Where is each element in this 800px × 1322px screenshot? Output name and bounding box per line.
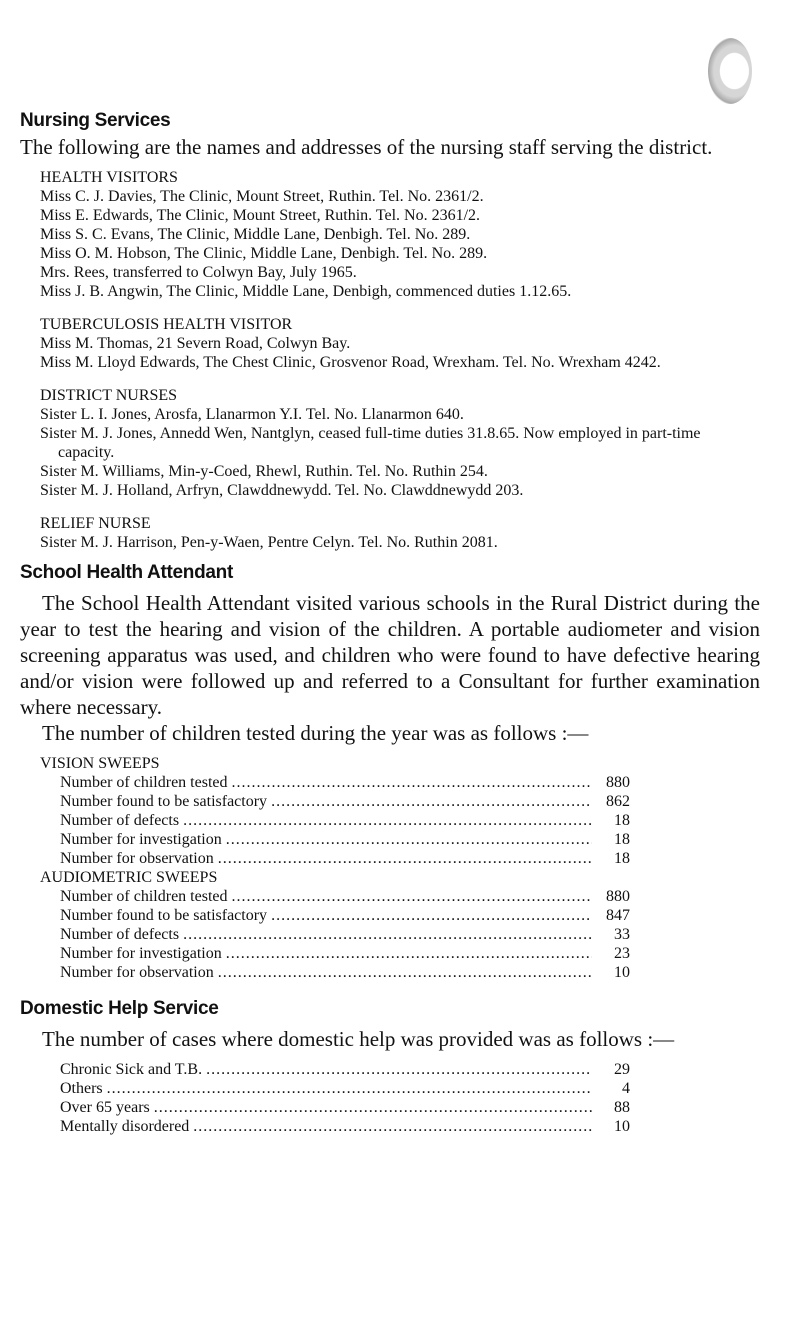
row-value: 29 bbox=[614, 1061, 630, 1078]
row-label: Number of defects bbox=[60, 926, 180, 943]
table-row bbox=[60, 1060, 630, 1079]
school-para-1: The School Health Attendant visited various schools in the Rural District during the year to test the hearing and vision of the children. A portable audiometer and vision screening apparatus was used, and children who were found to have defective hearing and/or vision were followed up and referred to a Consultant for further examination where necessary. bbox=[20, 591, 760, 719]
row-label: Mentally disordered bbox=[60, 1118, 190, 1135]
table-title: VISION SWEEPS bbox=[40, 755, 160, 772]
row-label: Number found to be satisfactory bbox=[60, 793, 268, 810]
school-para-2: The number of children tested during the year was as follows :— bbox=[42, 721, 589, 745]
row-label: Number for observation bbox=[60, 964, 214, 981]
table-row bbox=[60, 1098, 630, 1117]
table-row bbox=[60, 1079, 630, 1098]
row-value: 880 bbox=[606, 888, 630, 905]
row-label: Number found to be satisfactory bbox=[60, 907, 268, 924]
table-row bbox=[60, 963, 630, 982]
row-label: Number for investigation bbox=[60, 831, 222, 848]
nursing-heading: Nursing Services bbox=[20, 110, 171, 131]
row-value: 880 bbox=[606, 774, 630, 791]
group-title: HEALTH VISITORS bbox=[40, 169, 178, 186]
staff-entry: Sister M. J. Harrison, Pen-y-Waen, Pentre Celyn. Tel. No. Ruthin 2081. bbox=[40, 534, 498, 551]
staff-entry: Mrs. Rees, transferred to Colwyn Bay, July 1965. bbox=[40, 264, 357, 281]
domestic-heading: Domestic Help Service bbox=[20, 998, 219, 1019]
row-value: 862 bbox=[606, 793, 630, 810]
table-row bbox=[60, 830, 630, 849]
staff-entry: Miss M. Lloyd Edwards, The Chest Clinic, Grosvenor Road, Wrexham. Tel. No. Wrexham 4242. bbox=[40, 354, 661, 371]
group-district-nurses bbox=[40, 386, 760, 500]
row-value: 10 bbox=[614, 964, 630, 981]
staff-entry: Miss E. Edwards, The Clinic, Mount Street, Ruthin. Tel. No. 2361/2. bbox=[40, 207, 481, 224]
row-label: Others bbox=[60, 1080, 103, 1097]
document-page bbox=[20, 108, 760, 1136]
nursing-intro: The following are the names and addresses of the nursing staff serving the district. bbox=[20, 135, 713, 159]
school-heading: School Health Attendant bbox=[20, 562, 234, 583]
row-label: Number for investigation bbox=[60, 945, 222, 962]
staff-entry: Sister M. Williams, Min-y-Coed, Rhewl, Ruthin. Tel. No. Ruthin 254. bbox=[40, 463, 488, 480]
row-value: 18 bbox=[614, 831, 630, 848]
table-row bbox=[60, 1117, 630, 1136]
domestic-para: The number of cases where domestic help was provided was as follows :— bbox=[42, 1027, 675, 1051]
row-value: 4 bbox=[622, 1080, 630, 1097]
staff-entry: Miss O. M. Hobson, The Clinic, Middle Lane, Denbigh. Tel. No. 289. bbox=[40, 245, 488, 262]
table-row bbox=[60, 887, 630, 906]
page-corner-mark bbox=[708, 38, 752, 104]
table-row bbox=[60, 811, 630, 830]
row-value: 18 bbox=[614, 850, 630, 867]
row-label: Over 65 years bbox=[60, 1099, 150, 1116]
group-health-visitors bbox=[40, 168, 760, 301]
vision-sweeps-table bbox=[40, 754, 630, 868]
table-row bbox=[60, 849, 630, 868]
staff-entry: Miss M. Thomas, 21 Severn Road, Colwyn Bay. bbox=[40, 335, 351, 352]
row-value: 23 bbox=[614, 945, 630, 962]
staff-entry: Sister M. J. Jones, Annedd Wen, Nantglyn, ceased full-time duties 31.8.65. Now employed in part-time capacity. bbox=[40, 425, 701, 461]
table-row bbox=[60, 792, 630, 811]
audiometric-sweeps-table bbox=[40, 868, 630, 982]
table-row bbox=[60, 944, 630, 963]
table-row bbox=[60, 906, 630, 925]
staff-entry: Sister M. J. Holland, Arfryn, Clawddnewydd. Tel. No. Clawddnewydd 203. bbox=[40, 482, 524, 499]
row-value: 847 bbox=[606, 907, 630, 924]
staff-entry: Sister L. I. Jones, Arosfa, Llanarmon Y.I. Tel. No. Llanarmon 640. bbox=[40, 406, 464, 423]
group-title: DISTRICT NURSES bbox=[40, 387, 178, 404]
table-row bbox=[60, 773, 630, 792]
row-label: Number of children tested bbox=[60, 774, 228, 791]
group-tb-health-visitor bbox=[40, 315, 760, 372]
row-label: Number for observation bbox=[60, 850, 214, 867]
row-label: Number of children tested bbox=[60, 888, 228, 905]
group-relief-nurse bbox=[40, 514, 760, 552]
staff-entry: Miss C. J. Davies, The Clinic, Mount Street, Ruthin. Tel. No. 2361/2. bbox=[40, 188, 484, 205]
table-row bbox=[60, 925, 630, 944]
staff-entry: Miss J. B. Angwin, The Clinic, Middle Lane, Denbigh, commenced duties 1.12.65. bbox=[40, 283, 572, 300]
row-value: 18 bbox=[614, 812, 630, 829]
row-label: Number of defects bbox=[60, 812, 180, 829]
group-title: RELIEF NURSE bbox=[40, 515, 151, 532]
group-title: TUBERCULOSIS HEALTH VISITOR bbox=[40, 316, 293, 333]
row-label: Chronic Sick and T.B. bbox=[60, 1061, 203, 1078]
row-value: 33 bbox=[614, 926, 630, 943]
staff-entry: Miss S. C. Evans, The Clinic, Middle Lane, Denbigh. Tel. No. 289. bbox=[40, 226, 471, 243]
table-title: AUDIOMETRIC SWEEPS bbox=[40, 869, 218, 886]
row-value: 10 bbox=[614, 1118, 630, 1135]
row-value: 88 bbox=[614, 1099, 630, 1116]
domestic-help-table bbox=[60, 1060, 630, 1136]
